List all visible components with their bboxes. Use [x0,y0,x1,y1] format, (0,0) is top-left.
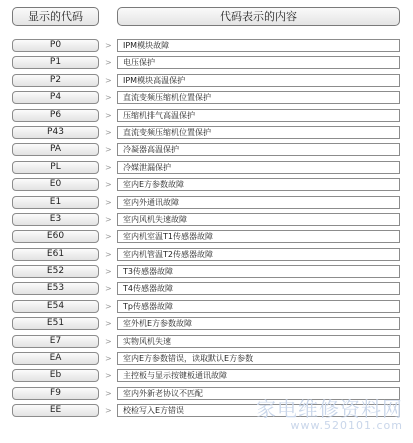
fault-code: E51 [12,317,99,330]
arrow-icon: > [105,110,112,120]
arrow-icon: > [105,371,112,381]
table-row [0,315,413,332]
code-column-header: 显示的代码 [12,7,99,26]
arrow-icon: > [105,58,112,68]
table-row [0,333,413,350]
fault-description: IPM模块高温保护 [117,74,400,87]
fault-description: IPM模块故障 [117,39,400,52]
table-row [0,37,413,54]
fault-description: 直流变频压缩机位置保护 [117,126,400,139]
fault-code: P2 [12,74,99,87]
arrow-icon: > [105,180,112,190]
fault-description: T3传感器故障 [117,265,400,278]
arrow-icon: > [105,232,112,242]
fault-description: 室外机E方参数故障 [117,317,400,330]
fault-description: 室内外通讯故障 [117,196,400,209]
fault-code: P0 [12,39,99,52]
arrow-icon: > [105,354,112,364]
fault-code: E1 [12,196,99,209]
table-row [0,141,413,158]
fault-description: 室内机室温T1传感器故障 [117,230,400,243]
watermark [256,398,403,432]
table-row [0,124,413,141]
fault-description: 直流变频压缩机位置保护 [117,91,400,104]
table-row [0,176,413,193]
table-row [0,107,413,124]
fault-code: E52 [12,265,99,278]
fault-code: E61 [12,248,99,261]
table-row [0,246,413,263]
table-row [0,72,413,89]
arrow-icon: > [105,41,112,50]
fault-code: P1 [12,56,99,69]
table-row [0,89,413,106]
arrow-icon: > [105,267,112,277]
fault-description: Tp传感器故障 [117,300,400,313]
table-row [0,54,413,71]
fault-code: E54 [12,300,99,313]
fault-description: 室内E方参数错误，读取默认E方参数 [117,352,400,365]
arrow-icon: > [105,75,112,85]
table-row [0,159,413,176]
fault-code: E60 [12,230,99,243]
fault-code: EE [12,404,99,417]
arrow-icon: > [105,93,112,103]
arrow-icon: > [105,162,112,172]
table-row [0,367,413,384]
arrow-icon: > [105,284,112,294]
fault-description: 主控板与显示按键板通讯故障 [117,369,400,382]
fault-description: 校检写入E方错误 [117,404,400,417]
table-row [0,211,413,228]
table-row [0,298,413,315]
fault-code: P43 [12,126,99,139]
fault-code: PA [12,143,99,156]
arrow-icon: > [105,336,112,346]
arrow-icon: > [105,406,112,416]
fault-code: F9 [12,387,99,400]
fault-code: P6 [12,109,99,122]
fault-code: E3 [12,213,99,226]
fault-description: 室内风机失速故障 [117,213,400,226]
fault-description: 实物风机失速 [117,335,400,348]
fault-description: 室内E方参数故障 [117,178,400,191]
arrow-icon: > [105,145,112,155]
watermark-url: www.520101.com [290,419,403,432]
fault-description: 室内外新老协议不匹配 [117,387,400,400]
fault-description: 电压保护 [117,56,400,69]
fault-code: Eb [12,369,99,382]
table-row [0,350,413,367]
fault-description: T4传感器故障 [117,282,400,295]
fault-code: PL [12,161,99,174]
arrow-icon: > [105,197,112,207]
arrow-icon: > [105,127,112,137]
fault-code: E0 [12,178,99,191]
fault-code: EA [12,352,99,365]
fault-description: 冷凝器高温保护 [117,143,400,156]
fault-code: E53 [12,282,99,295]
table-row [0,228,413,245]
fault-description: 压缩机排气高温保护 [117,109,400,122]
description-column-header: 代码表示的内容 [117,7,400,26]
fault-description: 冷媒泄漏保护 [117,161,400,174]
arrow-icon: > [105,319,112,329]
arrow-icon: > [105,301,112,311]
table-row [0,280,413,297]
arrow-icon: > [105,388,112,398]
watermark-text: 家电维修资料网 [256,397,403,421]
table-row [0,263,413,280]
arrow-icon: > [105,214,112,224]
table-body [0,37,413,420]
fault-code: P4 [12,91,99,104]
fault-code: E7 [12,335,99,348]
arrow-icon: > [105,249,112,259]
table-row [0,194,413,211]
fault-description: 室内机管温T2传感器故障 [117,248,400,261]
